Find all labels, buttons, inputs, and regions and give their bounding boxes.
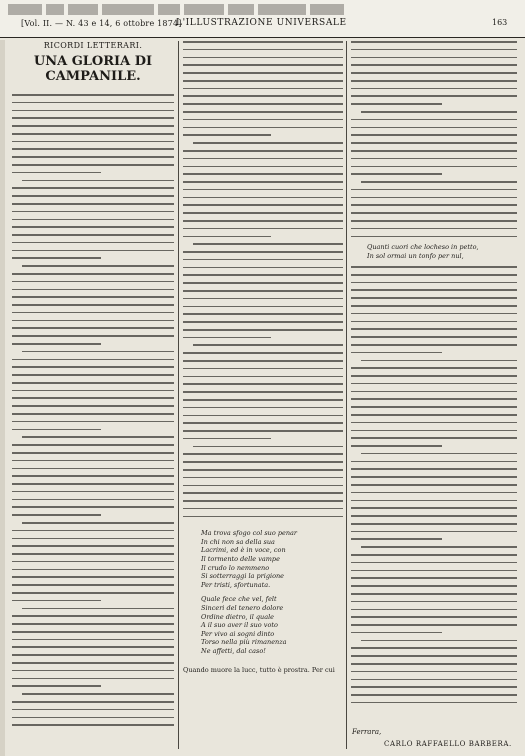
text-line xyxy=(183,383,343,385)
text-line xyxy=(351,686,517,688)
text-line xyxy=(12,670,174,672)
text-line xyxy=(183,391,343,393)
poem-line: Per tristi, sfortunata. xyxy=(201,580,271,589)
text-line xyxy=(351,484,517,486)
text-line xyxy=(361,111,517,113)
text-line xyxy=(183,352,343,354)
text-line xyxy=(351,616,517,618)
text-line xyxy=(351,305,517,307)
text-line xyxy=(183,88,343,90)
text-line xyxy=(351,570,517,572)
text-line xyxy=(12,592,174,594)
text-line xyxy=(351,679,517,681)
text-line xyxy=(183,298,343,300)
text-line xyxy=(183,508,343,510)
text-line xyxy=(351,119,517,121)
volume-date: [Vol. II. — N. 43 e 14, 6 ottobre 1874] xyxy=(21,19,182,28)
text-line xyxy=(351,655,517,657)
text-line xyxy=(12,366,174,368)
text-line xyxy=(183,228,343,230)
text-line xyxy=(183,337,271,339)
text-line xyxy=(183,422,343,424)
text-line xyxy=(351,585,517,587)
text-line xyxy=(361,360,517,362)
text-line xyxy=(351,383,517,385)
text-line xyxy=(183,368,343,370)
text-line xyxy=(12,709,174,711)
text-line xyxy=(193,446,343,448)
text-line xyxy=(12,94,174,96)
text-line xyxy=(12,678,174,680)
text-line xyxy=(351,321,517,323)
text-line xyxy=(183,313,343,315)
poem-line: In chi non sa della sua xyxy=(201,537,275,546)
text-line xyxy=(12,600,101,602)
text-line xyxy=(12,405,174,407)
text-line xyxy=(12,569,174,571)
text-line xyxy=(351,134,517,136)
text-line xyxy=(12,242,174,244)
text-line xyxy=(351,142,517,144)
text-line xyxy=(183,516,343,518)
text-line xyxy=(12,561,174,563)
text-line xyxy=(351,500,517,502)
text-line xyxy=(12,530,174,532)
text-line xyxy=(12,343,101,345)
text-line xyxy=(351,189,517,191)
text-line xyxy=(12,724,174,726)
text-line xyxy=(183,80,343,82)
text-line xyxy=(12,615,174,617)
section-title: RICORDI LETTERARI. xyxy=(43,41,143,50)
text-line xyxy=(183,134,271,136)
text-line xyxy=(351,173,442,175)
text-line xyxy=(12,460,174,462)
text-line xyxy=(361,181,517,183)
text-line xyxy=(183,438,271,440)
text-line xyxy=(351,624,517,626)
text-line xyxy=(183,274,343,276)
text-line xyxy=(183,72,343,74)
text-line xyxy=(183,492,343,494)
text-line xyxy=(12,545,174,547)
text-line xyxy=(351,336,517,338)
text-line xyxy=(22,180,174,182)
text-line xyxy=(351,88,517,90)
text-line xyxy=(351,344,517,346)
text-line xyxy=(12,273,174,275)
text-line xyxy=(193,344,343,346)
middle-column xyxy=(183,41,343,674)
article-title: UNA GLORIA DI CAMPANILE. xyxy=(33,54,153,84)
text-line xyxy=(351,289,517,291)
text-line xyxy=(351,632,442,634)
text-line xyxy=(12,623,174,625)
poem-line: Torso nella più rimanenza xyxy=(201,638,287,647)
text-line xyxy=(12,320,174,322)
text-line xyxy=(351,266,517,268)
text-line xyxy=(12,203,174,205)
text-line xyxy=(12,717,174,719)
poem-line: Il crudo lo nemmeno xyxy=(201,563,270,572)
text-line xyxy=(12,701,174,703)
text-line xyxy=(351,406,517,408)
text-line xyxy=(22,693,174,695)
text-line xyxy=(12,538,174,540)
text-line xyxy=(12,250,174,252)
text-line xyxy=(183,282,343,284)
text-line xyxy=(351,375,517,377)
text-line xyxy=(351,49,517,51)
text-line xyxy=(12,584,174,586)
text-line xyxy=(183,64,343,66)
middle-poem xyxy=(201,529,343,655)
text-line xyxy=(12,390,174,392)
text-line xyxy=(12,646,174,648)
text-line xyxy=(351,468,517,470)
text-line xyxy=(351,577,517,579)
text-line xyxy=(351,236,517,238)
middle-tail-text: Quando muore la lucc, tutto è prostra. Per cui xyxy=(183,665,335,674)
text-line xyxy=(351,150,517,152)
text-line xyxy=(22,608,174,610)
text-line xyxy=(12,468,174,470)
text-line xyxy=(12,444,174,446)
text-line xyxy=(183,189,343,191)
poem-line: Ma trova sfogo col suo penar xyxy=(201,529,298,538)
text-line xyxy=(183,259,343,261)
text-line xyxy=(193,243,343,245)
text-line xyxy=(12,102,174,104)
text-line xyxy=(351,127,517,129)
text-line xyxy=(183,204,343,206)
text-line xyxy=(183,399,343,401)
text-line xyxy=(183,158,343,160)
text-line xyxy=(12,327,174,329)
text-line xyxy=(12,141,174,143)
text-line xyxy=(12,289,174,291)
middle-column-text xyxy=(183,41,343,517)
text-line xyxy=(12,475,174,477)
poem-line: Sinceri del tenero dolore xyxy=(201,604,284,612)
text-line xyxy=(183,220,343,222)
text-line xyxy=(351,663,517,665)
text-line xyxy=(351,702,517,704)
text-line xyxy=(12,195,174,197)
right-poem xyxy=(367,243,517,260)
text-line xyxy=(351,461,517,463)
text-line xyxy=(351,430,517,432)
text-line xyxy=(183,212,343,214)
text-line xyxy=(12,296,174,298)
text-line xyxy=(361,453,517,455)
page-number: 163 xyxy=(492,18,508,27)
text-line xyxy=(12,685,101,687)
text-line xyxy=(351,398,517,400)
text-line xyxy=(351,531,517,533)
left-page-edge xyxy=(0,40,5,756)
text-line xyxy=(351,445,442,447)
text-line xyxy=(183,430,343,432)
author-signature: CARLO RAFFAELLO BARBERA. xyxy=(384,740,512,748)
text-line xyxy=(12,553,174,555)
text-line xyxy=(351,554,517,556)
text-line xyxy=(12,156,174,158)
text-line xyxy=(351,562,517,564)
text-line xyxy=(351,352,442,354)
text-line xyxy=(351,328,517,330)
text-line xyxy=(193,142,343,144)
text-line xyxy=(351,313,517,315)
text-line xyxy=(12,639,174,641)
text-line xyxy=(351,694,517,696)
page-header xyxy=(0,0,525,38)
text-line xyxy=(183,181,343,183)
text-line xyxy=(361,640,517,642)
text-line xyxy=(351,422,517,424)
text-line xyxy=(12,499,174,501)
text-line xyxy=(351,57,517,59)
text-line xyxy=(351,41,517,43)
text-line xyxy=(351,274,517,276)
poem-line: Ordine dietro, il quale xyxy=(201,612,274,621)
text-line xyxy=(351,476,517,478)
poem-line: Quale fece che vel, felt xyxy=(201,595,277,604)
text-line xyxy=(351,523,517,525)
text-line xyxy=(22,351,174,353)
text-line xyxy=(351,609,517,611)
text-line xyxy=(12,374,174,376)
text-line xyxy=(351,507,517,509)
text-line xyxy=(351,414,517,416)
text-line xyxy=(351,367,517,369)
poem-line: Per vivo ai sogni dinto xyxy=(201,629,275,638)
poem-line: Lacrimi, ed è in voce, con xyxy=(201,546,286,555)
text-line xyxy=(351,297,517,299)
text-line xyxy=(183,485,343,487)
text-line xyxy=(183,500,343,502)
text-line xyxy=(12,452,174,454)
text-line xyxy=(183,461,343,463)
text-line xyxy=(183,127,343,129)
poem-line: In sol ormai un tonfo per nul, xyxy=(367,251,464,260)
text-line xyxy=(351,103,442,105)
text-line xyxy=(12,133,174,135)
text-line xyxy=(12,429,101,431)
text-line xyxy=(12,654,174,656)
text-line xyxy=(351,228,517,230)
text-line xyxy=(351,158,517,160)
text-line xyxy=(183,95,343,97)
text-line xyxy=(351,212,517,214)
text-line xyxy=(12,172,101,174)
text-line xyxy=(12,506,174,508)
text-line xyxy=(183,453,343,455)
poem-line: Quanti cuori che locheso in petto, xyxy=(367,243,479,252)
text-line xyxy=(12,187,174,189)
text-line xyxy=(12,304,174,306)
text-line xyxy=(361,546,517,548)
text-line xyxy=(183,267,343,269)
text-line xyxy=(183,251,343,253)
text-line xyxy=(183,329,343,331)
text-line xyxy=(183,469,343,471)
text-line xyxy=(351,601,517,603)
text-line xyxy=(183,119,343,121)
poem-line: Ne affetti, dal caso! xyxy=(201,646,266,655)
text-line xyxy=(183,49,343,51)
text-line xyxy=(12,514,101,516)
text-line xyxy=(12,382,174,384)
text-line xyxy=(183,290,343,292)
text-line xyxy=(183,197,343,199)
text-line xyxy=(351,593,517,595)
right-column-text xyxy=(351,41,517,237)
right-column xyxy=(351,41,517,710)
text-line xyxy=(351,538,442,540)
text-line xyxy=(12,335,174,337)
text-line xyxy=(12,211,174,213)
text-line xyxy=(12,117,174,119)
text-line xyxy=(183,236,271,238)
text-line xyxy=(183,321,343,323)
text-line xyxy=(183,173,343,175)
text-line xyxy=(351,204,517,206)
text-line xyxy=(12,631,174,633)
text-line xyxy=(12,483,174,485)
text-line xyxy=(183,360,343,362)
text-line xyxy=(351,437,517,439)
column-rule-2 xyxy=(346,41,347,749)
masthead-bleed-through xyxy=(8,1,398,15)
left-column xyxy=(12,41,174,732)
poem-line: A il suo aver il suo voto xyxy=(201,621,278,630)
text-line xyxy=(12,257,101,259)
text-line xyxy=(12,359,174,361)
text-line xyxy=(22,265,174,267)
text-line xyxy=(351,671,517,673)
text-line xyxy=(183,407,343,409)
poem-line: Il tormento delle vampe xyxy=(201,555,280,564)
text-line xyxy=(351,95,517,97)
text-line xyxy=(351,492,517,494)
text-line xyxy=(12,397,174,399)
text-line xyxy=(351,220,517,222)
text-line xyxy=(183,111,343,113)
text-line xyxy=(12,164,174,166)
text-line xyxy=(183,166,343,168)
publication-title: L'ILLUSTRAZIONE UNIVERSALE xyxy=(176,18,347,28)
text-line xyxy=(22,522,174,524)
text-line xyxy=(351,64,517,66)
text-line xyxy=(183,415,343,417)
text-line xyxy=(351,72,517,74)
dateline: Ferrara, xyxy=(352,728,382,736)
text-line xyxy=(183,306,343,308)
text-line xyxy=(351,391,517,393)
text-line xyxy=(12,576,174,578)
text-line xyxy=(351,80,517,82)
right-column-text-continued xyxy=(351,266,517,703)
text-line xyxy=(351,282,517,284)
text-line xyxy=(12,421,174,423)
text-line xyxy=(12,110,174,112)
column-rule-1 xyxy=(178,41,179,749)
text-line xyxy=(183,477,343,479)
text-line xyxy=(183,57,343,59)
text-line xyxy=(12,148,174,150)
left-column-text xyxy=(12,94,174,726)
text-line xyxy=(351,166,517,168)
text-line xyxy=(351,515,517,517)
text-line xyxy=(183,103,343,105)
text-line xyxy=(183,376,343,378)
text-line xyxy=(183,150,343,152)
text-line xyxy=(12,413,174,415)
text-line xyxy=(351,197,517,199)
text-line xyxy=(12,234,174,236)
text-line xyxy=(12,312,174,314)
text-line xyxy=(12,281,174,283)
text-line xyxy=(22,436,174,438)
text-line xyxy=(12,662,174,664)
text-line xyxy=(12,491,174,493)
text-line xyxy=(12,226,174,228)
poem-line: Si sotterraggi la prigione xyxy=(201,572,285,581)
text-line xyxy=(12,219,174,221)
text-line xyxy=(183,41,343,43)
text-line xyxy=(351,647,517,649)
text-line xyxy=(12,125,174,127)
